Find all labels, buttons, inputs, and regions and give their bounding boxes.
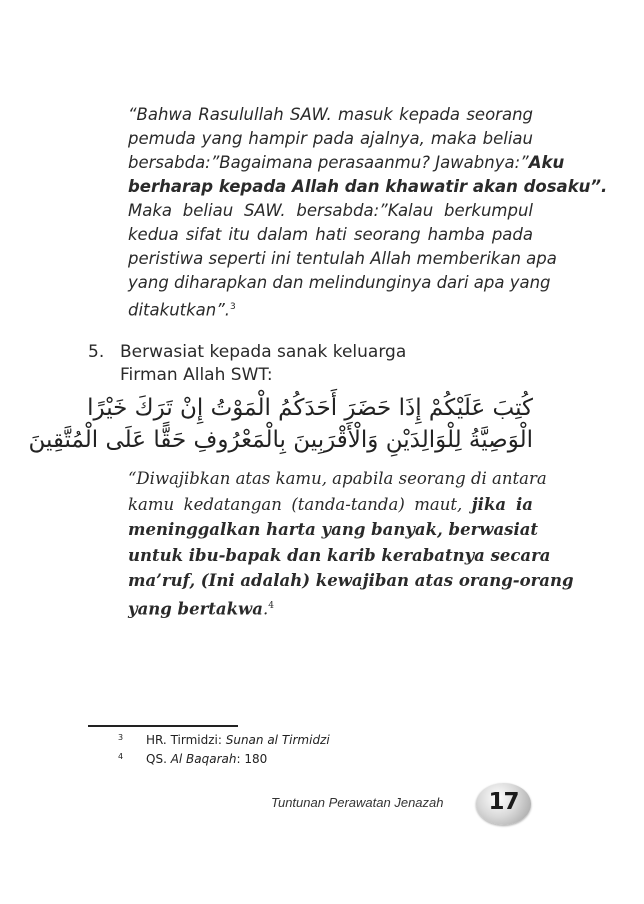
footnote-source: HR. Tirmidzi: [146, 733, 226, 747]
list-number: 5. [88, 342, 105, 362]
line-tail: . [262, 599, 269, 618]
text-line [128, 271, 551, 295]
text-line [128, 103, 533, 127]
emphasis-text: yang bertakwa [128, 599, 263, 618]
book-title: Tuntunan Perawatan Jenazah [271, 795, 444, 810]
line-text: peristiwa seperti ini tentulah Allah memberikan apa [128, 249, 557, 268]
line-text: yang diharapkan dan melindunginya dari apa yang [128, 273, 551, 292]
text-line [128, 295, 533, 323]
page-number: 17 [488, 789, 519, 815]
footnote-text [146, 752, 267, 766]
footnote-text [146, 733, 330, 747]
item-title: Berwasiat kepada sanak keluarga [120, 342, 407, 362]
verse-translation [128, 466, 574, 622]
arabic-line-1: كُتِبَ عَلَيْكُمْ إِذَا حَضَرَ أَحَدَكُمُ الْمَوْتُ إِنْ تَرَكَ خَيْرًا [87, 395, 533, 421]
line-text: pemuda yang hampir pada ajalnya, maka beliau [128, 129, 533, 148]
text-line [128, 568, 574, 594]
emphasis-text: ma’ruf, (Ini adalah) kewajiban atas orang-orang [128, 571, 574, 590]
hadith-quote [128, 103, 608, 323]
text-line [128, 466, 547, 492]
footnote-number: 4 [118, 752, 124, 761]
text-line [128, 517, 539, 543]
text-line [128, 223, 533, 247]
footnote-title: Sunan al Tirmidzi [225, 733, 330, 747]
item-subtitle: Firman Allah SWT: [120, 365, 273, 385]
text-line [128, 151, 565, 175]
footnote [118, 750, 330, 769]
text-line [128, 492, 533, 518]
line-text: “Bahwa Rasulullah SAW. masuk kepada seorang [128, 105, 533, 124]
line-text: Maka beliau SAW. bersabda:”Kalau berkumpul [128, 201, 533, 220]
line-text: ditakutkan”. [128, 300, 231, 320]
footnote [118, 731, 330, 750]
footnote-after: : 180 [236, 752, 268, 766]
text-line [128, 199, 533, 223]
footnotes [118, 731, 330, 769]
text-line [128, 127, 533, 151]
emphasis-text: untuk ibu-bapak dan karib kerabatnya secara [128, 545, 551, 565]
text-line [128, 543, 551, 569]
footnote-source: QS. [146, 752, 171, 766]
footnote-number: 3 [118, 733, 124, 742]
footnote-divider [88, 725, 238, 727]
footnote-ref: 4 [268, 600, 274, 611]
text-line [128, 175, 608, 199]
line-text: kamu kedatangan (tanda-tanda) maut, [128, 494, 472, 514]
page-number-badge [476, 783, 531, 825]
text-line [128, 247, 557, 271]
arabic-line-2: الْوَصِيَّةُ لِلْوَالِدَيْنِ وَالْأَقْرَبِينَ بِالْمَعْرُوفِ حَقًّا عَلَى الْمُتَّقِينَ [28, 427, 533, 453]
emphasis-text: jika ia [471, 494, 533, 514]
line-text: kedua sifat itu dalam hati seorang hamba pada [128, 225, 533, 244]
footnote-ref: 3 [230, 302, 236, 312]
quran-arabic-verse [28, 392, 533, 456]
emphasis-text: berharap kepada Allah dan khawatir akan dosaku [128, 177, 591, 196]
line-text: bersabda:”Bagaimana perasaanmu? Jawabnya:” [128, 153, 529, 172]
emphasis-text: meninggalkan harta yang banyak, berwasiat [128, 520, 539, 539]
text-line [128, 594, 533, 622]
line-text: “Diwajibkan atas kamu, apabila seorang di antara [128, 469, 547, 488]
footnote-title: Al Baqarah [170, 752, 237, 766]
line-tail: ”. [590, 177, 608, 196]
emphasis-text: Aku [528, 153, 565, 172]
